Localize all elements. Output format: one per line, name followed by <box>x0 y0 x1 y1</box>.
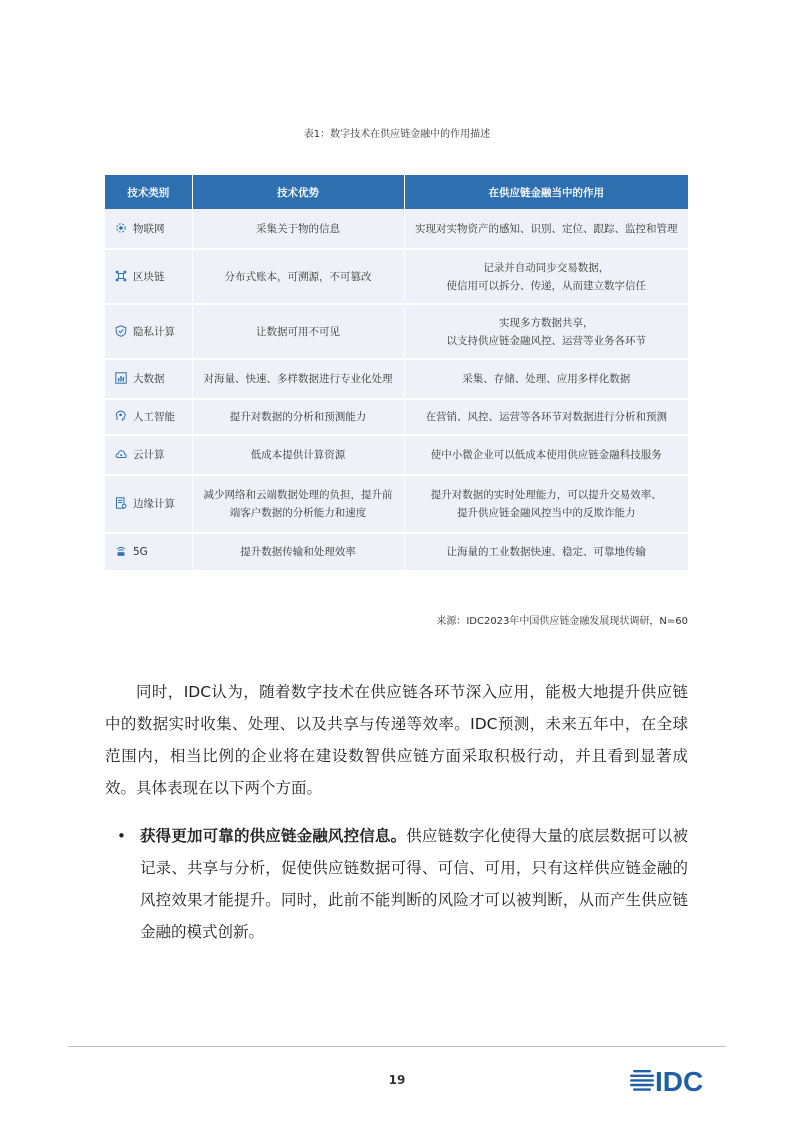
table-row <box>105 359 688 399</box>
ai-brain-icon <box>115 410 127 422</box>
edge-device-icon <box>115 497 127 509</box>
svg-text:IDC: IDC <box>655 1066 704 1096</box>
role-cell: 在营销、风控、运营等各环节对数据进行分析和预测 <box>404 399 688 435</box>
table-row <box>105 304 688 359</box>
advantage-cell: 低成本提供计算资源 <box>192 435 404 475</box>
role-cell: 让海量的工业数据快速、稳定、可靠地传输 <box>404 533 688 571</box>
table-row <box>105 209 688 249</box>
idc-logo <box>629 1062 727 1096</box>
blockchain-icon <box>115 270 127 282</box>
bar-chart-icon <box>115 372 127 384</box>
table-row <box>105 435 688 475</box>
category-cell <box>105 533 192 571</box>
role-cell: 使中小微企业可以低成本使用供应链金融科技服务 <box>404 435 688 475</box>
advantage-cell: 提升对数据的分析和预测能力 <box>192 399 404 435</box>
header-advantage: 技术优势 <box>192 175 404 209</box>
advantage-cell: 采集关于物的信息 <box>192 209 404 249</box>
category-label: 大数据 <box>133 373 165 385</box>
category-label: 区块链 <box>133 270 165 283</box>
bullet-heading: 获得更加可靠的供应链金融风控信息。 <box>140 827 407 845</box>
role-cell: 实现对实物资产的感知、识别、定位、跟踪、监控和管理 <box>404 209 688 249</box>
body-paragraph: 同时，IDC认为，随着数字技术在供应链各环节深入应用，能极大地提升供应链中的数据实时收集、处理、以及共享与传递等效率。IDC预测，未来五年中，在全球范围内，相当比例的企业将在建设数智供应链方面采取积极行动，并且看到显著成效。具体表现在以下两个方面。 <box>105 683 688 797</box>
table-header-row <box>105 175 688 209</box>
category-label: 5G <box>133 546 148 558</box>
bullet-dot: • <box>117 827 126 845</box>
role-cell: 实现多方数据共享， 以支持供应链金融风控、运营等业务各环节 <box>404 304 688 359</box>
category-label: 人工智能 <box>133 411 175 423</box>
5g-signal-icon <box>115 545 127 557</box>
category-label: 物联网 <box>133 222 165 235</box>
iot-icon <box>115 222 127 234</box>
category-cell <box>105 475 192 533</box>
source-note: 来源：IDC2023年中国供应链金融发展现状调研，N=60 <box>436 616 688 627</box>
header-category: 技术类别 <box>105 175 192 209</box>
table-row <box>105 475 688 533</box>
category-label: 云计算 <box>133 449 165 461</box>
advantage-cell: 让数据可用不可见 <box>192 304 404 359</box>
table-caption: 表1：数字技术在供应链金融中的作用描述 <box>303 129 491 140</box>
table-row <box>105 533 688 571</box>
category-cell <box>105 435 192 475</box>
advantage-cell: 提升数据传输和处理效率 <box>192 533 404 571</box>
page-number: 19 <box>388 1073 406 1087</box>
role-cell: 记录并自动同步交易数据， 使信用可以拆分、传递，从而建立数字信任 <box>404 249 688 304</box>
footer-divider <box>68 1046 726 1047</box>
category-cell <box>105 304 192 359</box>
tech-table <box>105 175 688 572</box>
table-row <box>105 249 688 304</box>
category-label: 隐私计算 <box>133 325 175 338</box>
privacy-shield-icon <box>115 325 127 337</box>
advantage-cell: 对海量、快速、多样数据进行专业化处理 <box>192 359 404 399</box>
cloud-icon <box>115 448 127 460</box>
category-cell <box>105 209 192 249</box>
role-cell: 提升对数据的实时处理能力，可以提升交易效率、 提升供应链金融风控当中的反欺诈能力 <box>404 475 688 533</box>
header-role: 在供应链金融当中的作用 <box>404 175 688 209</box>
bullet-text: 供应链数字化使得大量的底层数据可以被记录、共享与分析，促使供应链数据可得、可信、可用，只有这样供应链金融的风控效果才能提升。同时，此前不能判断的风险才可以被判断，从而产生供应链金融的模式创新。 <box>140 827 688 941</box>
advantage-cell: 减少网络和云端数据处理的负担，提升前 端客户数据的分析能力和速度 <box>192 475 404 533</box>
advantage-cell: 分布式账本，可溯源，不可篡改 <box>192 249 404 304</box>
bullet-item <box>117 820 688 948</box>
category-cell <box>105 359 192 399</box>
category-label: 边缘计算 <box>133 498 175 510</box>
role-cell: 采集、存储、处理、应用多样化数据 <box>404 359 688 399</box>
table-row <box>105 399 688 435</box>
category-cell <box>105 399 192 435</box>
category-cell <box>105 249 192 304</box>
